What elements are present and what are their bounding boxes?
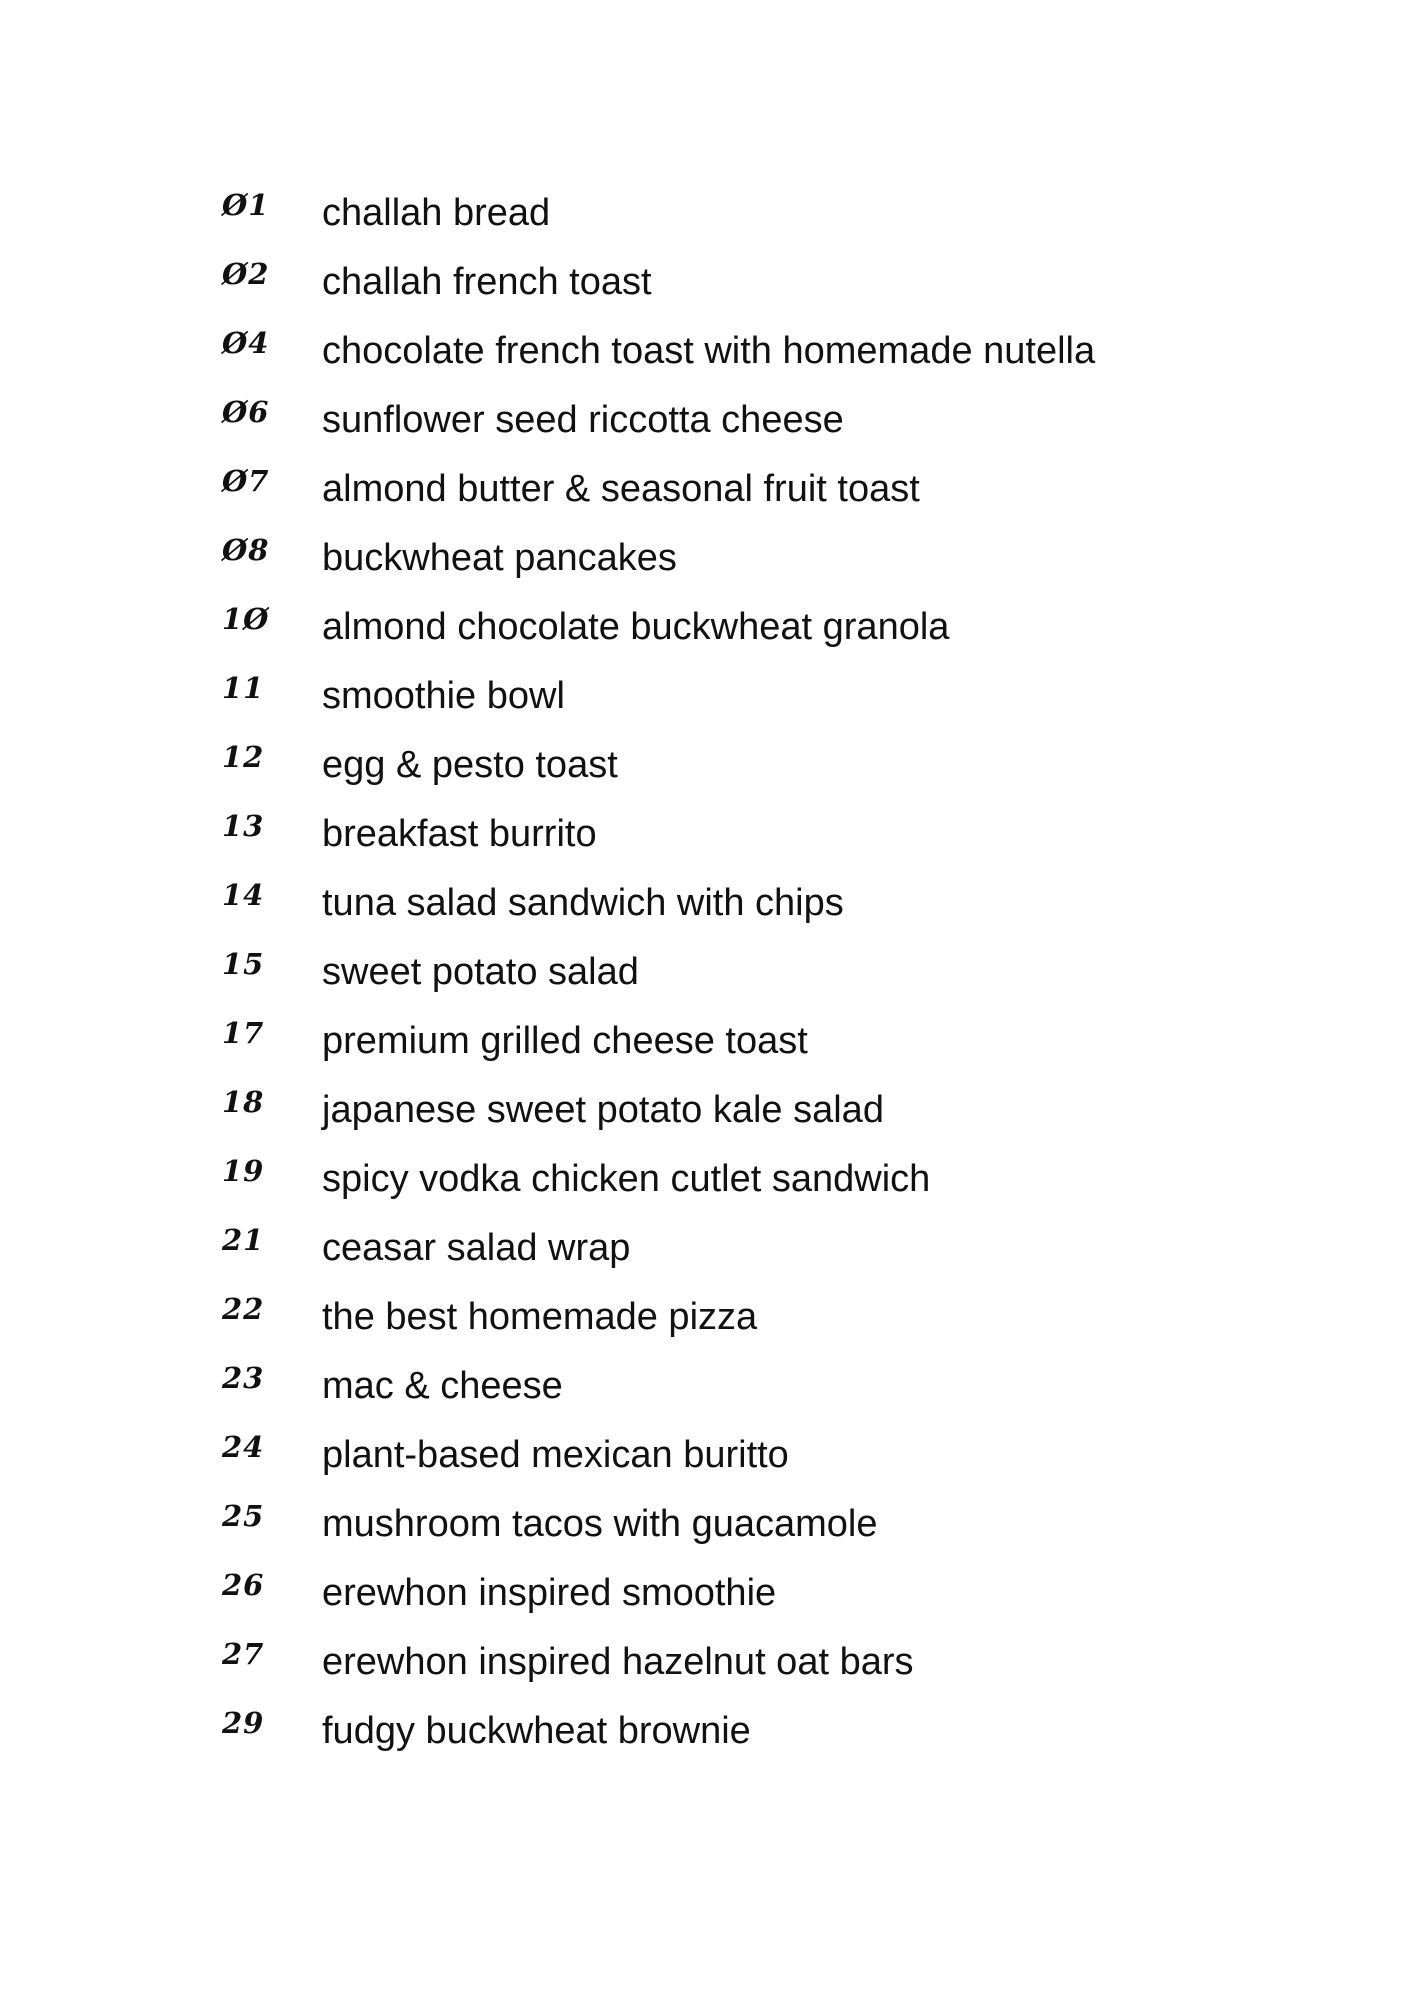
page-number: Ø8 xyxy=(222,533,270,567)
page-number: 25 xyxy=(222,1499,265,1533)
recipe-title: breakfast burrito xyxy=(322,813,597,855)
page-number: 24 xyxy=(222,1430,265,1464)
toc-entry xyxy=(222,1014,1262,1083)
recipe-title: almond butter & seasonal fruit toast xyxy=(322,468,920,510)
toc-entry xyxy=(222,1221,1262,1290)
page-number: 27 xyxy=(222,1637,265,1671)
toc-entry xyxy=(222,393,1262,462)
toc-entry xyxy=(222,531,1262,600)
recipe-title: mac & cheese xyxy=(322,1365,563,1407)
toc-entry xyxy=(222,1704,1262,1773)
page-number: 15 xyxy=(222,947,265,981)
toc-entry xyxy=(222,1635,1262,1704)
table-of-contents xyxy=(222,186,1262,1773)
recipe-title: sweet potato salad xyxy=(322,951,639,993)
page-number: Ø2 xyxy=(222,257,270,291)
recipe-title: ceasar salad wrap xyxy=(322,1227,631,1269)
toc-entry xyxy=(222,1566,1262,1635)
toc-entry xyxy=(222,1083,1262,1152)
toc-entry xyxy=(222,669,1262,738)
recipe-title: tuna salad sandwich with chips xyxy=(322,882,844,924)
recipe-title: plant-based mexican buritto xyxy=(322,1434,789,1476)
toc-entry xyxy=(222,255,1262,324)
toc-entry xyxy=(222,324,1262,393)
recipe-title: sunflower seed riccotta cheese xyxy=(322,399,844,441)
toc-entry xyxy=(222,462,1262,531)
page-number: Ø6 xyxy=(222,395,270,429)
toc-entry xyxy=(222,186,1262,255)
page-number: 29 xyxy=(222,1706,265,1740)
recipe-title: chocolate french toast with homemade nutella xyxy=(322,330,1096,372)
page-number: 23 xyxy=(222,1361,265,1395)
toc-entry xyxy=(222,1290,1262,1359)
recipe-title: challah french toast xyxy=(322,261,652,303)
recipe-title: japanese sweet potato kale salad xyxy=(322,1089,884,1131)
toc-entry xyxy=(222,600,1262,669)
page-number: 12 xyxy=(222,740,265,774)
recipe-title: erewhon inspired smoothie xyxy=(322,1572,777,1614)
recipe-title: almond chocolate buckwheat granola xyxy=(322,606,950,648)
recipe-title: fudgy buckwheat brownie xyxy=(322,1710,751,1752)
page-number: 1Ø xyxy=(222,602,270,636)
recipe-title: egg & pesto toast xyxy=(322,744,618,786)
recipe-title: buckwheat pancakes xyxy=(322,537,677,579)
page-number: 17 xyxy=(222,1016,265,1050)
toc-entry xyxy=(222,1152,1262,1221)
toc-entry xyxy=(222,1359,1262,1428)
toc-entry xyxy=(222,876,1262,945)
page-number: Ø1 xyxy=(222,188,270,222)
recipe-title: challah bread xyxy=(322,192,551,234)
toc-entry xyxy=(222,807,1262,876)
page-number: 11 xyxy=(222,671,265,705)
page-number: 21 xyxy=(222,1223,265,1257)
toc-entry xyxy=(222,945,1262,1014)
recipe-title: mushroom tacos with guacamole xyxy=(322,1503,878,1545)
recipe-title: spicy vodka chicken cutlet sandwich xyxy=(322,1158,931,1200)
page-number: 14 xyxy=(222,878,265,912)
page-number: 22 xyxy=(222,1292,265,1326)
page-number: Ø7 xyxy=(222,464,270,498)
page-number: Ø4 xyxy=(222,326,270,360)
recipe-title: smoothie bowl xyxy=(322,675,565,717)
page-number: 26 xyxy=(222,1568,265,1602)
page-number: 13 xyxy=(222,809,265,843)
page-number: 18 xyxy=(222,1085,265,1119)
recipe-title: erewhon inspired hazelnut oat bars xyxy=(322,1641,914,1683)
page-number: 19 xyxy=(222,1154,265,1188)
recipe-title: premium grilled cheese toast xyxy=(322,1020,808,1062)
recipe-title: the best homemade pizza xyxy=(322,1296,758,1338)
toc-entry xyxy=(222,1497,1262,1566)
toc-entry xyxy=(222,738,1262,807)
toc-entry xyxy=(222,1428,1262,1497)
